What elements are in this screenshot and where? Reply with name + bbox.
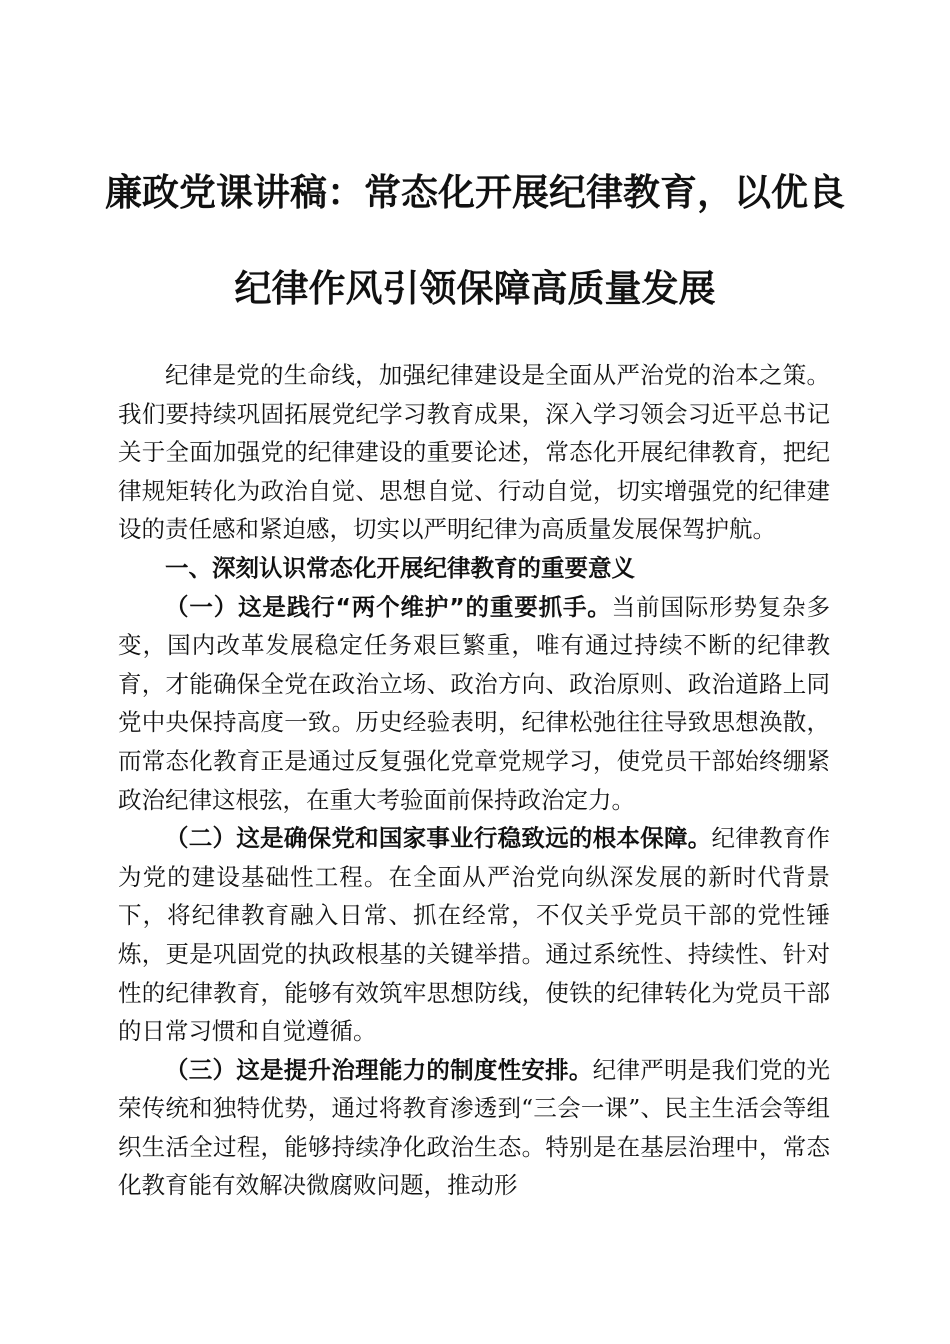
point-paragraph-1 <box>118 588 830 820</box>
section-heading: 一、深刻认识常态化开展纪律教育的重要意义 <box>165 553 635 582</box>
intro-paragraph: 纪律是党的生命线，加强纪律建设是全面从严治党的治本之策。我们要持续巩固拓展党纪学习教育成果，深入学习领会习近平总书记关于全面加强党的纪律建设的重要论述，常态化开展纪律教育，把纪律规矩转化为政治自觉、思想自觉、行动自觉，切实增强党的纪律建设的责任感和紧迫感，切实以严明纪律为高质量发展保驾护航。 <box>118 361 830 544</box>
point-lead-1: （一）这是践行“两个维护”的重要抓手。 <box>165 592 612 621</box>
document-title-line1: 廉政党课讲稿：常态化开展纪律教育，以优良 <box>105 171 845 214</box>
point-paragraph-2 <box>118 819 830 1051</box>
point-text-1: 当前国际形势复杂多变，国内改革发展稳定任务艰巨繁重，唯有通过持续不断的纪律教育，才能确保全党在政治立场、政治方向、政治原则、政治道路上同党中央保持高度一致。历史经验表明，纪律松弛往往导致思想涣散，而常态化教育正是通过反复强化党章党规学习，使党员干部始终绷紧政治纪律这根弦，在重大考验面前保持政治定力。 <box>118 592 831 814</box>
point-text-3: 纪律严明是我们党的光荣传统和独特优势，通过将教育渗透到“三会一课”、民主生活会等组织生活全过程，能够持续净化政治生态。特别是在基层治理中，常态化教育能有效解决微腐败问题，推动形 <box>118 1055 831 1200</box>
point-text-2: 纪律教育作为党的建设基础性工程。在全面从严治党向纵深发展的新时代背景下，将纪律教育融入日常、抓在经常，不仅关乎党员干部的党性锤炼，更是巩固党的执政根基的关键举措。通过系统性、持续性、针对性的纪律教育，能够有效筑牢思想防线，使铁的纪律转化为党员干部的日常习惯和自觉遵循。 <box>118 824 831 1046</box>
document-title-line2: 纪律作风引领保障高质量发展 <box>234 267 716 310</box>
point-paragraph-3 <box>118 1051 830 1205</box>
document-body <box>118 356 830 1205</box>
point-lead-2: （二）这是确保党和国家事业行稳致远的根本保障。 <box>165 824 712 853</box>
point-lead-3: （三）这是提升治理能力的制度性安排。 <box>165 1055 593 1084</box>
